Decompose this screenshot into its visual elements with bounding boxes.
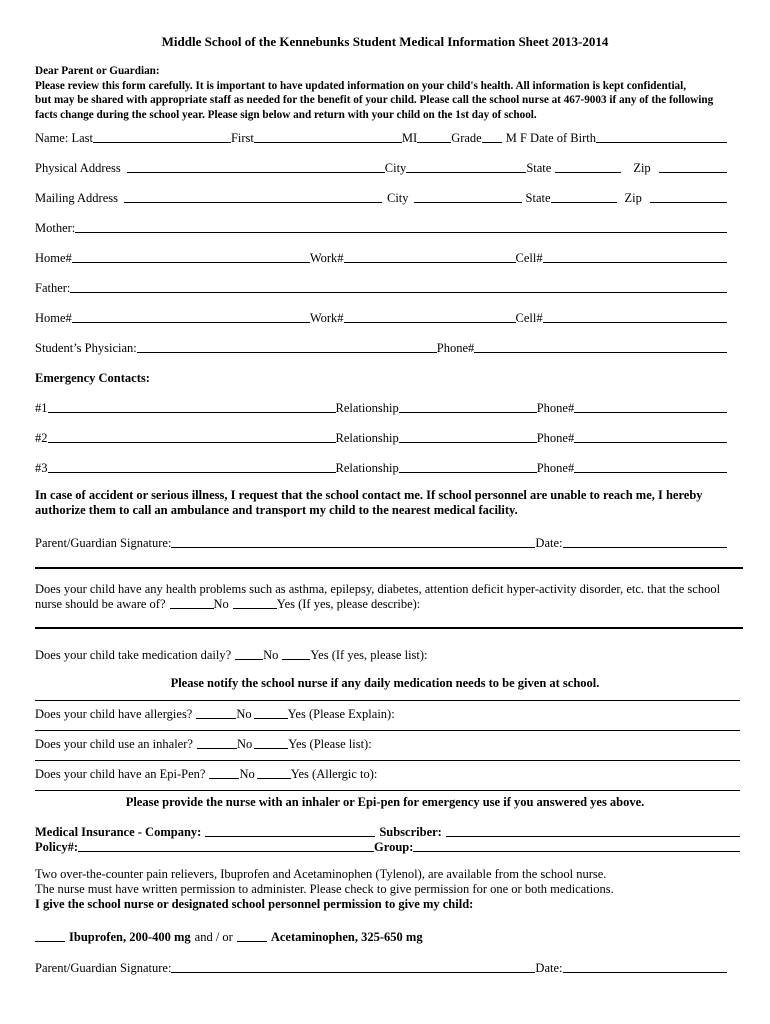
contact-2-relationship-label: Relationship	[335, 431, 399, 445]
health-question	[35, 582, 735, 612]
medication-row	[35, 645, 727, 663]
medication-answer-line[interactable]	[35, 700, 740, 701]
contact-3-name-field[interactable]	[48, 471, 336, 473]
father-cell-label: Cell#	[515, 311, 543, 325]
health-no-label: No	[213, 597, 229, 611]
policy-row	[35, 837, 727, 855]
allergies-question: Does your child have allergies?	[35, 707, 193, 721]
consent-line-2: authorize them to call an ambulance and transport my child to the nearest medical facility.	[35, 503, 518, 517]
signature-1-date-label: Date:	[535, 536, 563, 550]
contact-2-phone-label: Phone#	[536, 431, 575, 445]
contact-3-relationship-field[interactable]	[399, 471, 537, 473]
grade-field[interactable]	[482, 141, 502, 143]
physician-row	[35, 338, 727, 356]
otc-line-3: I give the school nurse or designated school personnel permission to give my child:	[35, 897, 474, 911]
mother-label: Mother:	[35, 221, 76, 235]
epipen-yes-label: Yes (Allergic to):	[290, 767, 378, 781]
allergies-answer-line[interactable]	[35, 730, 740, 731]
mother-work-label: Work#	[309, 251, 344, 265]
epipen-answer-line[interactable]	[35, 790, 740, 791]
contact-1-relationship-label: Relationship	[335, 401, 399, 415]
signature-row-2	[35, 958, 727, 976]
mailing-zip-field[interactable]	[650, 201, 727, 203]
grade-label: Grade	[451, 131, 482, 145]
health-yes-label: Yes (If yes, please describe):	[276, 597, 421, 611]
inhaler-no-label: No	[236, 737, 253, 751]
physical-state-field[interactable]	[555, 171, 621, 173]
policy-field[interactable]	[78, 850, 374, 852]
emergency-heading-row	[35, 368, 727, 386]
epipen-row	[35, 764, 727, 782]
signature-2-field[interactable]	[171, 971, 535, 973]
father-field[interactable]	[70, 291, 727, 293]
last-name-field[interactable]	[93, 141, 231, 143]
emergency-contact-3	[35, 458, 727, 476]
medication-no-label: No	[263, 648, 279, 662]
father-home-label: Home#	[35, 311, 72, 325]
inhaler-question: Does your child use an inhaler?	[35, 737, 193, 751]
mother-cell-field[interactable]	[543, 261, 727, 263]
health-prefix: nurse should be aware of?	[35, 597, 166, 611]
mailing-city-field[interactable]	[414, 201, 522, 203]
ibuprofen-label: Ibuprofen, 200-400 mg	[69, 930, 191, 944]
signature-1-label: Parent/Guardian Signature:	[35, 536, 172, 550]
intro-text	[35, 64, 735, 122]
intro-line-1: Please review this form carefully. It is important to have updated information on your child's health. All information is kept confidential,	[35, 79, 687, 92]
epipen-yes-field[interactable]	[257, 777, 291, 779]
section-divider-2	[35, 627, 743, 629]
mother-field[interactable]	[75, 231, 727, 233]
physical-address-field[interactable]	[127, 171, 385, 173]
physician-label: Student’s Physician:	[35, 341, 137, 355]
mailing-address-label: Mailing Address	[35, 191, 118, 205]
otc-line-1: Two over-the-counter pain relievers, Ibuprofen and Acetaminophen (Tylenol), are available from the school nurse.	[35, 867, 607, 881]
first-name-label: First	[230, 131, 254, 145]
form-title: Middle School of the Kennebunks Student Medical Information Sheet 2013-2014	[161, 34, 609, 49]
father-cell-field[interactable]	[543, 321, 727, 323]
contact-3-phone-field[interactable]	[574, 471, 727, 473]
contact-1-label: #1	[35, 401, 48, 415]
physical-zip-field[interactable]	[659, 171, 727, 173]
mailing-state-label: State	[525, 191, 551, 205]
health-no-field[interactable]	[170, 607, 214, 609]
contact-2-phone-field[interactable]	[574, 441, 727, 443]
acetaminophen-checkbox[interactable]	[237, 940, 267, 942]
father-label: Father:	[35, 281, 71, 295]
inhaler-answer-line[interactable]	[35, 760, 740, 761]
last-name-label: Name: Last	[35, 131, 93, 145]
physical-address-label: Physical Address	[35, 161, 121, 175]
epipen-question: Does your child have an Epi-Pen?	[35, 767, 206, 781]
mother-home-field[interactable]	[72, 261, 310, 263]
contact-1-relationship-field[interactable]	[399, 411, 537, 413]
contact-1-name-field[interactable]	[48, 411, 336, 413]
epipen-no-label: No	[239, 767, 255, 781]
father-row	[35, 278, 727, 296]
emergency-contact-2	[35, 428, 727, 446]
acetaminophen-label: Acetaminophen, 325-650 mg	[270, 930, 423, 944]
contact-1-phone-field[interactable]	[574, 411, 727, 413]
emergency-contact-1	[35, 398, 727, 416]
inhaler-no-field[interactable]	[197, 747, 237, 749]
signature-1-field[interactable]	[171, 546, 535, 548]
medication-no-field[interactable]	[235, 658, 263, 660]
contact-3-relationship-label: Relationship	[335, 461, 399, 475]
consent-line-1: In case of accident or serious illness, I request that the school contact me. If school personnel are unable to reach me, I hereby	[35, 488, 703, 502]
policy-label: Policy#:	[35, 840, 79, 854]
medication-yes-label: Yes (If yes, please list):	[310, 648, 428, 662]
inhaler-yes-field[interactable]	[254, 747, 288, 749]
physical-state-label: State	[526, 161, 552, 175]
allergies-no-label: No	[236, 707, 252, 721]
physical-zip-label: Zip	[633, 161, 651, 175]
allergies-row	[35, 704, 727, 722]
mother-row	[35, 218, 727, 236]
ibuprofen-checkbox[interactable]	[35, 940, 65, 942]
health-line-1: Does your child have any health problems such as asthma, epilepsy, diabetes, attention deficit hyper-activity disorder, etc. that the school	[35, 582, 721, 596]
first-name-field[interactable]	[254, 141, 402, 143]
dob-field[interactable]	[596, 141, 727, 143]
mi-label: MI	[401, 131, 418, 145]
otc-line-2: The nurse must have written permission to administer. Please check to give permission for one or both medications.	[35, 882, 614, 896]
medication-question: Does your child take medication daily?	[35, 648, 232, 662]
otc-choices-row	[35, 927, 727, 945]
signature-2-label: Parent/Guardian Signature:	[35, 961, 172, 975]
signature-2-date-field[interactable]	[563, 971, 728, 973]
otc-text	[35, 867, 735, 912]
physician-field[interactable]	[137, 351, 437, 353]
medication-notice: Please notify the school nurse if any daily medication needs to be given at school.	[170, 676, 600, 690]
group-label: Group:	[374, 840, 414, 854]
physical-city-field[interactable]	[406, 171, 526, 173]
andor-label: and / or	[194, 930, 233, 944]
health-line-2	[35, 597, 735, 612]
contact-3-label: #3	[35, 461, 48, 475]
signature-1-date-field[interactable]	[563, 546, 728, 548]
signature-row-1	[35, 533, 727, 551]
consent-text	[35, 488, 735, 518]
father-home-field[interactable]	[72, 321, 310, 323]
mother-phones-row	[35, 248, 727, 266]
group-field[interactable]	[413, 850, 740, 852]
mother-work-field[interactable]	[344, 261, 516, 263]
allergies-yes-field[interactable]	[254, 717, 288, 719]
allergies-yes-label: Yes (Please Explain):	[287, 707, 395, 721]
name-row	[35, 128, 727, 146]
contact-1-phone-label: Phone#	[536, 401, 575, 415]
mailing-address-field[interactable]	[124, 201, 382, 203]
intro-line-3: facts change during the school year. Please sign below and return with your child on the 1st day of school.	[35, 108, 537, 121]
mailing-state-field[interactable]	[551, 201, 617, 203]
father-work-field[interactable]	[344, 321, 516, 323]
physician-phone-field[interactable]	[474, 351, 727, 353]
mother-cell-label: Cell#	[515, 251, 543, 265]
physician-phone-label: Phone#	[436, 341, 475, 355]
mailing-zip-label: Zip	[624, 191, 642, 205]
signature-2-date-label: Date:	[535, 961, 563, 975]
epipen-no-field[interactable]	[209, 777, 239, 779]
epipen-notice: Please provide the nurse with an inhaler or Epi-pen for emergency use if you answered yes above.	[125, 795, 645, 809]
inhaler-row	[35, 734, 727, 752]
mi-field[interactable]	[417, 141, 451, 143]
contact-3-phone-label: Phone#	[536, 461, 575, 475]
intro-salutation: Dear Parent or Guardian:	[35, 65, 160, 77]
subscriber-label: Subscriber:	[379, 825, 442, 839]
inhaler-yes-label: Yes (Please list):	[288, 737, 372, 751]
allergies-no-field[interactable]	[196, 717, 236, 719]
health-yes-field[interactable]	[233, 607, 277, 609]
mother-home-label: Home#	[35, 251, 72, 265]
contact-2-label: #2	[35, 431, 48, 445]
mailing-address-row	[35, 188, 727, 206]
physical-city-label: City	[384, 161, 407, 175]
father-work-label: Work#	[309, 311, 344, 325]
medication-yes-field[interactable]	[282, 658, 310, 660]
father-phones-row	[35, 308, 727, 326]
contact-2-name-field[interactable]	[48, 441, 336, 443]
section-divider-1	[35, 567, 743, 569]
emergency-heading: Emergency Contacts:	[35, 371, 150, 385]
contact-2-relationship-field[interactable]	[399, 441, 537, 443]
mailing-city-label: City	[386, 191, 409, 205]
physical-address-row	[35, 158, 727, 176]
insurance-company-label: Medical Insurance - Company:	[35, 825, 202, 839]
sex-dob-label: M F Date of Birth	[505, 131, 597, 145]
intro-line-2: but may be shared with appropriate staff as needed for the benefit of your child. Please call the school nurse at 467-9003 if any of the following	[35, 94, 714, 106]
